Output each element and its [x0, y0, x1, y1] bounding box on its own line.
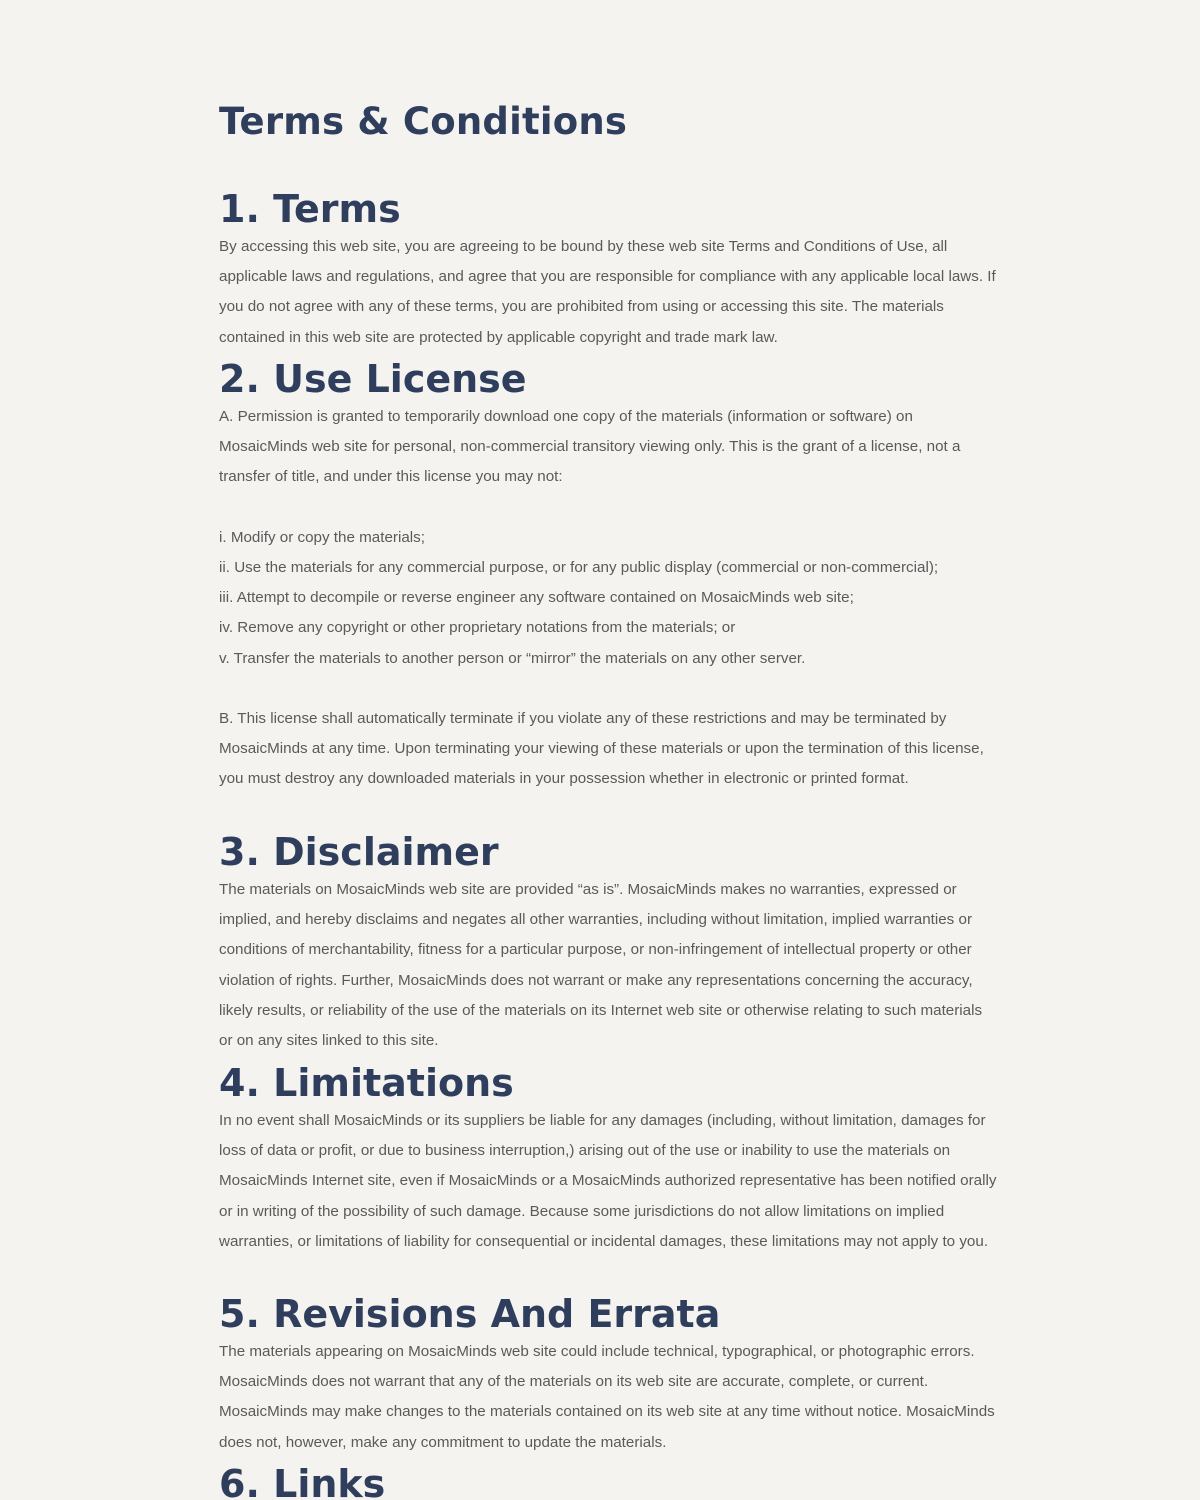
section-terms [219, 186, 999, 353]
list-item: i. Modify or copy the materials; [219, 528, 425, 546]
list-item: iv. Remove any copyright or other proprietary notations from the materials; or [219, 619, 736, 637]
section-limitations [219, 1060, 999, 1257]
section-heading-links: 6. Links [219, 1462, 386, 1500]
section-heading-use-license: 2. Use License [219, 357, 527, 401]
license-termination-paragraph: B. This license shall automatically terminate if you violate any of these restrictions and may be terminated by MosaicMinds at any time. Upon terminating your viewing of these materials or upon the termination of this license, you must destroy any downloaded materials in your possession whether in electronic or printed format. [219, 710, 984, 788]
list-item: iii. Attempt to decompile or reverse engineer any software contained on MosaicMinds web site; [219, 589, 854, 607]
page-title: Terms & Conditions [219, 100, 628, 143]
license-restriction-list [219, 523, 999, 674]
section-revisions-and-errata [219, 1291, 999, 1458]
section-heading-revisions-and-errata: 5. Revisions And Errata [219, 1292, 721, 1336]
paragraph-spacer [219, 493, 999, 523]
section-heading-terms: 1. Terms [219, 187, 401, 231]
paragraph-spacer [219, 674, 999, 704]
section-heading-limitations: 4. Limitations [219, 1061, 514, 1105]
list-item: v. Transfer the materials to another person or “mirror” the materials on any other server. [219, 649, 806, 667]
section-heading-disclaimer: 3. Disclaimer [219, 830, 499, 874]
section-use-license [219, 356, 999, 795]
section-disclaimer [219, 829, 999, 1056]
section-links [219, 1461, 999, 1500]
section-body-limitations: In no event shall MosaicMinds or its suppliers be liable for any damages (including, without limitation, damages for loss of data or profit, or due to business interruption,) arising out of the use or inability to use the materials on MosaicMinds Internet site, even if MosaicMinds or a MosaicMinds authorized representative has been notified orally or in writing of the possibility of such damage. Because some jurisdictions do not allow limitations on implied warranties, or limitations of liability for consequential or incidental damages, these limitations may not apply to you. [219, 1112, 997, 1250]
list-item: ii. Use the materials for any commercial purpose, or for any public display (commercial or non-commercial); [219, 559, 939, 576]
section-body-terms: By accessing this web site, you are agreeing to be bound by these web site Terms and Conditions of Use, all applicable laws and regulations, and agree that you are responsible for compliance with any applicable local laws. If you do not agree with any of these terms, you are prohibited from using or accessing this site. The materials contained in this web site are protected by applicable copyright and trade mark law. [219, 238, 996, 346]
section-body-disclaimer: The materials on MosaicMinds web site are provided “as is”. MosaicMinds makes no warranties, expressed or implied, and hereby disclaims and negates all other warranties, including without limitation, implied warranties or conditions of merchantability, fitness for a particular purpose, or non-infringement of intellectual property or other violation of rights. Further, MosaicMinds does not warrant or make any representations concerning the accuracy, likely results, or reliability of the use of the materials on its Internet web site or otherwise relating to such materials or on any sites linked to this site. [219, 881, 983, 1050]
license-intro-paragraph: A. Permission is granted to temporarily download one copy of the materials (information or software) on MosaicMinds web site for personal, non-commercial transitory viewing only. This is the grant of a license, not a transfer of title, and under this license you may not: [219, 408, 961, 486]
section-body-revisions-and-errata: The materials appearing on MosaicMinds web site could include technical, typographical, or photographic errors. MosaicMinds does not warrant that any of the materials on its web site are accurate, complete, or current. MosaicMinds may make changes to the materials contained on its web site at any time without notice. MosaicMinds does not, however, make any commitment to update the materials. [219, 1343, 995, 1451]
